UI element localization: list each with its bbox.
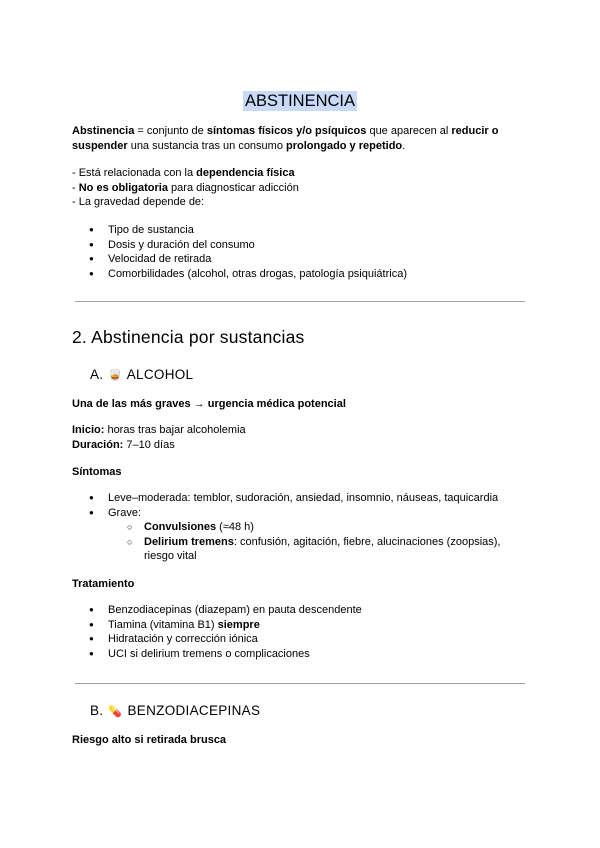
list-item: ● Benzodiacepinas (diazepam) en pauta descendente bbox=[72, 603, 524, 618]
list-item: ● Dosis y duración del consumo bbox=[72, 238, 524, 253]
symptoms-title: Síntomas bbox=[72, 466, 122, 478]
symptoms-list bbox=[72, 491, 524, 520]
treatment-list bbox=[72, 603, 524, 661]
list-item: ● Leve–moderada: temblor, sudoración, ansiedad, insomnio, náuseas, taquicardia bbox=[72, 491, 524, 506]
list-item: ○ Convulsiones (≈48 h) bbox=[72, 520, 524, 535]
list-item: ● Hidratación y corrección iónica bbox=[72, 632, 524, 647]
list-item: ● Velocidad de retirada bbox=[72, 252, 524, 267]
cocktail-glass-icon: 🥃 bbox=[108, 370, 123, 382]
benzo-tagline: Riesgo alto si retirada brusca bbox=[72, 734, 227, 746]
treatment-title: Tratamiento bbox=[72, 578, 135, 590]
alcohol-tagline: Una de las más graves → urgencia médica potencial bbox=[72, 398, 346, 410]
list-item: ● Comorbilidades (alcohol, otras drogas, patología psiquiátrica) bbox=[72, 267, 524, 282]
benzo-heading: B. 💊 BENZODIACEPINAS bbox=[72, 702, 542, 721]
duration-line: Duración: 7–10 días bbox=[72, 438, 175, 451]
list-item: ● Tipo de sustancia bbox=[72, 223, 524, 238]
divider bbox=[75, 683, 525, 684]
definition-paragraph: Abstinencia = conjunto de síntomas físicos y/o psíquicos que aparecen al reducir o suspender una sustancia tras un consumo prolongado y repetido. bbox=[72, 125, 499, 152]
pill-icon: 💊 bbox=[108, 706, 123, 718]
list-item: ● Tiamina (vitamina B1) siempre bbox=[72, 618, 524, 633]
alcohol-heading: A. 🥃 ALCOHOL bbox=[72, 366, 542, 385]
list-item: ○ Delirium tremens: confusión, agitación, fiebre, alucinaciones (zoopsias), riesgo vital bbox=[72, 535, 524, 564]
section-heading: 2. Abstinencia por sustancias bbox=[72, 327, 305, 347]
list-item: ● UCI si delirium tremens o complicaciones bbox=[72, 647, 524, 662]
list-item: ● Grave: bbox=[72, 506, 524, 521]
notes-list bbox=[72, 166, 524, 210]
page-title: ABSTINENCIA bbox=[244, 92, 356, 110]
alcohol-timing bbox=[72, 423, 524, 452]
note-dependence: - Está relacionada con la dependencia física bbox=[72, 167, 295, 179]
divider bbox=[75, 301, 525, 302]
onset-line: Inicio: horas tras bajar alcoholemia bbox=[72, 424, 246, 436]
severity-factors-list bbox=[72, 223, 524, 281]
severe-symptoms-sublist bbox=[72, 520, 524, 564]
note-not-required: - No es obligatoria para diagnosticar adicción bbox=[72, 181, 299, 194]
note-severity: - La gravedad depende de: bbox=[72, 196, 205, 208]
